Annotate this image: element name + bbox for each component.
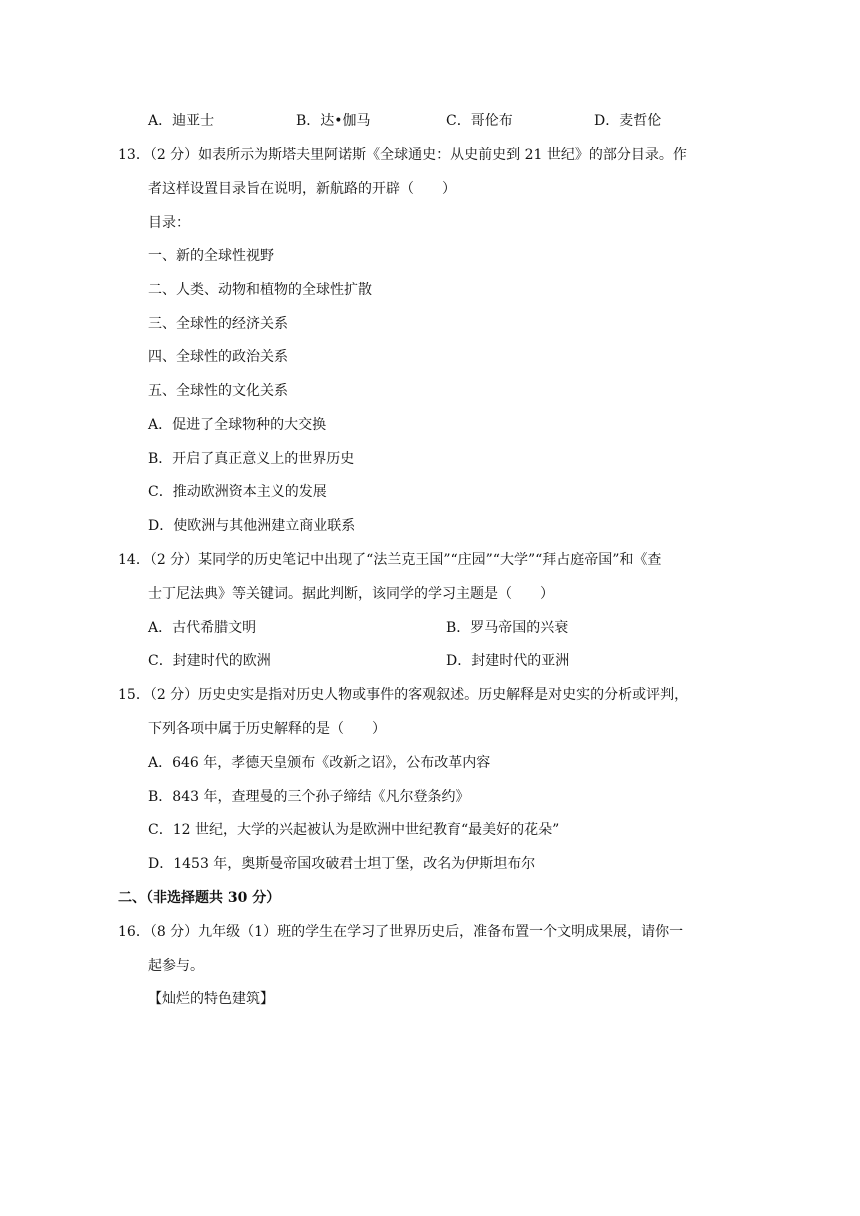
q12-options [148,111,748,131]
q14-stem-line1: 14．（2 分）某同学的历史笔记中出现了“法兰克王国”“庄园”“大学”“拜占庭帝国”和《查 [118,552,662,568]
q15-option-c: C．12 世纪，大学的兴起被认为是欧洲中世纪教育“最美好的花朵” [148,822,560,838]
q16-stem-line2: 起参与。 [148,958,204,974]
q15-option-a: A．646 年，孝德天皇颁布《改新之诏》，公布改革内容 [148,755,491,771]
q14-option-d: D．封建时代的亚洲 [446,653,570,669]
q14-options-row2 [148,651,748,671]
q16-stem-line1: 16．（8 分）九年级（1）班的学生在学习了世界历史后，准备布置一个文明成果展，请你一 [118,924,684,940]
q14-option-c: C．封建时代的欧洲 [148,653,271,669]
q13-toc-item: 三、全球性的经济关系 [148,316,288,332]
q14-option-b: B．罗马帝国的兴衰 [446,620,569,636]
q13-option-c: C．推动欧洲资本主义的发展 [148,484,327,500]
q14-options-row1 [148,618,748,638]
q15-stem-line2: 下列各项中属于历史解释的是（ ） [148,721,386,737]
q13-option-b: B．开启了真正意义上的世界历史 [148,451,355,467]
q12-option-a: A．迪亚士 [148,113,215,129]
q13-toc-item: 一、新的全球性视野 [148,248,274,264]
q16-subheading: 【灿烂的特色建筑】 [148,991,274,1007]
q12-option-c: C．哥伦布 [446,113,513,129]
q12-option-d: D．麦哲伦 [594,113,662,129]
q14-option-a: A．古代希腊文明 [148,620,257,636]
q15-stem-line1: 15．（2 分）历史史实是指对历史人物或事件的客观叙述。历史解释是对史实的分析或评判， [118,687,689,703]
section-heading: 二、（非选择题共 30 分） [118,890,281,906]
q13-toc-item: 四、全球性的政治关系 [148,349,288,365]
q13-option-a: A．促进了全球物种的大交换 [148,417,327,433]
q14-stem-line2: 士丁尼法典》等关键词。据此判断，该同学的学习主题是（ ） [148,586,554,602]
q12-option-b: B．达•伽马 [296,113,371,129]
q13-toc-item: 二、人类、动物和植物的全球性扩散 [148,282,372,298]
q13-toc-item: 五、全球性的文化关系 [148,383,288,399]
q15-option-b: B．843 年，查理曼的三个孙子缔结《凡尔登条约》 [148,789,470,805]
q13-stem-line2: 者这样设置目录旨在说明，新航路的开辟（ ） [148,181,456,197]
q15-option-d: D．1453 年，奥斯曼帝国攻破君士坦丁堡，改名为伊斯坦布尔 [148,856,536,872]
q13-toc-title: 目录： [148,215,190,231]
q13-option-d: D．使欧洲与其他洲建立商业联系 [148,518,356,534]
q13-stem-line1: 13．（2 分）如表所示为斯塔夫里阿诺斯《全球通史：从史前史到 21 世纪》的部分目录。作 [118,147,687,163]
